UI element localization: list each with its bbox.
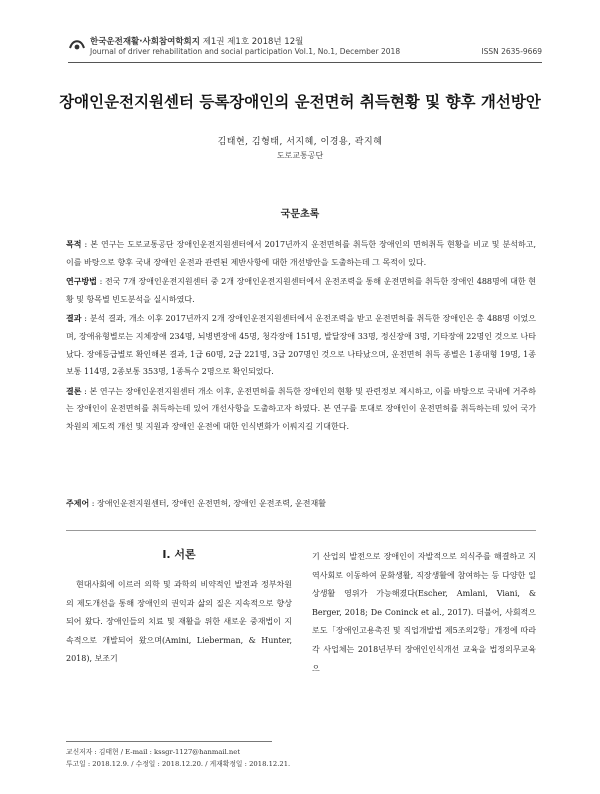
abstract-method-text: : 전국 7개 장애인운전지원센터 중 2개 장애인운전지원센터에서 운전조력을 통해 운전면허를 취득한 장애인 488명에 대한 현황 및 항목별 빈도분석을 실시하였다. xyxy=(66,277,536,304)
journal-logo-icon xyxy=(68,36,86,52)
abstract-conclusion-label: 결론 xyxy=(66,386,82,396)
abstract-method-label: 연구방법 xyxy=(66,277,97,287)
paper-title: 장애인운전지원센터 등록장애인의 운전면허 취득현황 및 향후 개선방안 xyxy=(59,93,541,111)
journal-title-korean xyxy=(90,35,303,47)
section-divider xyxy=(66,530,536,531)
abstract-method xyxy=(66,273,536,308)
header-divider xyxy=(68,62,542,63)
abstract-conclusion xyxy=(66,383,536,436)
footnote-corresponding-author: 교신저자 : 김태현 / E-mail : kssgr-1127@hanmail.net xyxy=(66,748,241,756)
keywords-label: 주제어 xyxy=(66,499,90,508)
paper-authors: 김태현, 김형태, 서지혜, 이경용, 곽지혜 xyxy=(217,137,383,147)
keywords xyxy=(66,498,536,509)
journal-header xyxy=(68,34,542,64)
body-column-left xyxy=(66,546,292,669)
journal-issue-korean: 제1권 제1호 2018년 12월 xyxy=(202,37,304,47)
footnote-divider xyxy=(66,741,272,742)
abstract-results-label: 결과 xyxy=(66,314,82,324)
body-paragraph-left: 현대사회에 이르러 의학 및 과학의 비약적인 발전과 정부차원의 제도개선을 통해 장애인의 권익과 삶의 질은 지속적으로 향상되어 왔다. 장애인들의 치료 및 재활을 위한 새로운 중재법이 지속적으로 개발되어 왔으며(Amini, Lieberman, & Hunter, 2018), 보조기 xyxy=(66,580,292,664)
footnote-dates: 투고일 : 2018.12.9. / 수정일 : 2018.12.20. / 게재확정일 : 2018.12.21. xyxy=(66,760,291,768)
journal-title-english: Journal of driver rehabilitation and social participation Vol.1, No.1, December 2018 xyxy=(90,47,401,56)
issn: ISSN 2635-9669 xyxy=(481,47,542,56)
abstract-purpose-text: : 본 연구는 도로교통공단 장애인운전지원센터에서 2017년까지 운전면허를 취득한 장애인의 면허취득 현황을 비교 및 분석하고, 이를 바탕으로 향후 국내 장애인 운전과 관련된 제반사항에 대한 개선방안을 도출하는데 그 목적이 있다. xyxy=(66,240,536,267)
paper-affiliation: 도로교통공단 xyxy=(276,151,324,160)
abstract-heading: 국문초록 xyxy=(280,209,320,220)
section-title-introduction: Ⅰ. 서론 xyxy=(162,548,196,561)
abstract-body xyxy=(66,236,536,438)
abstract-purpose xyxy=(66,236,536,271)
footnote xyxy=(66,746,536,770)
abstract-results-text: : 분석 결과, 개소 이후 2017년까지 2개 장애인운전지원센터에서 운전조력을 받고 운전면허를 취득한 장애인은 총 488명 이었으며, 장애유형별로는 지체장애 234명, 뇌병변장애 45명, 청각장애 151명, 발달장애 33명, 정신장애 3명, 기타장애 22명인 것으로 나타났다. 장애등급별로 확인해본 결과, 1급 60명, 2급 221명, 3급 207명인 것으로 나타났으며, 운전면허 취득 종별은 1종대형 19명, 1종보통 114명, 2종보통 353명, 1종특수 2명으로 확인되었다. xyxy=(66,314,536,377)
body-column-right xyxy=(312,548,536,678)
abstract-purpose-label: 목적 xyxy=(66,240,82,249)
body-paragraph-right: 기 산업의 발전으로 장애인이 자발적으로 의식주를 해결하고 지역사회로 이동하여 문화생활, 직장생활에 참여하는 등 다양한 일상생활 영위가 가능해졌다(Escher, Amlani, Viani, & Berger, 2018; De Coninck et al., 2017). 더불어, 사회적으로도「장애인고용촉진 및 직업개발법 제5조의2항」개정에 따라 각 사업체는 2018년부터 장애인인식개선 교육을 법정의무교육으 xyxy=(312,552,536,673)
abstract-results xyxy=(66,310,536,380)
keywords-text: : 장애인운전지원센터, 장애인 운전면허, 장애인 운전조력, 운전재활 xyxy=(89,499,326,508)
journal-name-korean: 한국운전재활·사회참여학회지 xyxy=(90,37,200,47)
abstract-conclusion-text: : 본 연구는 장애인운전지원센터 개소 이후, 운전면허를 취득한 장애인의 현황 및 관련정보 제시하고, 이를 바탕으로 국내에 거주하는 장애인이 운전면허를 취득하는데 있어 개선사항을 도출하고자 하였다. 본 연구를 토대로 장애인이 운전면허를 취득하는데 있어 국가차원의 제도적 개선 및 지원과 장애인 운전에 대한 인식변화가 이뤄지길 기대한다. xyxy=(66,386,536,431)
